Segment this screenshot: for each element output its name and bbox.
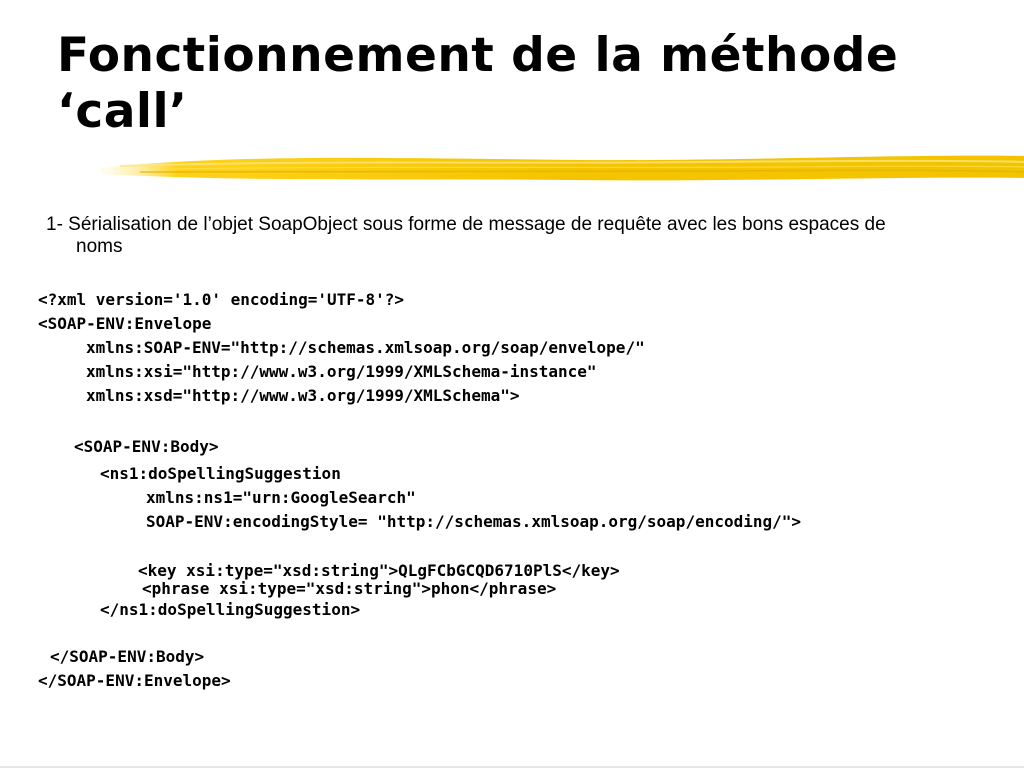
- code-line-body-open: <SOAP-ENV:Body>: [74, 437, 219, 456]
- code-line-ns1: xmlns:ns1="urn:GoogleSearch": [146, 488, 416, 507]
- code-line-body-close: </SOAP-ENV:Body>: [50, 647, 205, 666]
- slide-title-line-1: Fonctionnement de la méthode: [57, 28, 899, 83]
- code-line-ns-xsi: xmlns:xsi="http://www.w3.org/1999/XMLSchema-instance": [86, 362, 597, 381]
- code-line-ns-soap-env: xmlns:SOAP-ENV="http://schemas.xmlsoap.org/soap/envelope/": [86, 338, 645, 357]
- code-line-ns-xsd: xmlns:xsd="http://www.w3.org/1999/XMLSchema">: [86, 386, 520, 405]
- code-line-method-close: </ns1:doSpellingSuggestion>: [100, 600, 361, 619]
- code-line-envelope-close: </SOAP-ENV:Envelope>: [38, 671, 231, 690]
- code-line-phrase: <phrase xsi:type="xsd:string">phon</phrase>: [142, 579, 557, 598]
- code-line-key: <key xsi:type="xsd:string">QLgFCbGCQD6710PlS</key>: [138, 561, 620, 580]
- slide-title-line-2: ‘call’: [57, 84, 188, 139]
- bullet-line-2: noms: [76, 236, 123, 257]
- code-line-envelope-open: <SOAP-ENV:Envelope: [38, 314, 212, 333]
- code-line-xml-declaration: <?xml version='1.0' encoding='UTF-8'?>: [38, 290, 405, 309]
- code-line-method-open: <ns1:doSpellingSuggestion: [100, 464, 341, 483]
- code-line-encoding-style: SOAP-ENV:encodingStyle= "http://schemas.xmlsoap.org/soap/encoding/">: [146, 512, 802, 531]
- bullet-line-1: 1- Sérialisation de l’objet SoapObject sous forme de message de requête avec les bons espaces de: [46, 214, 886, 235]
